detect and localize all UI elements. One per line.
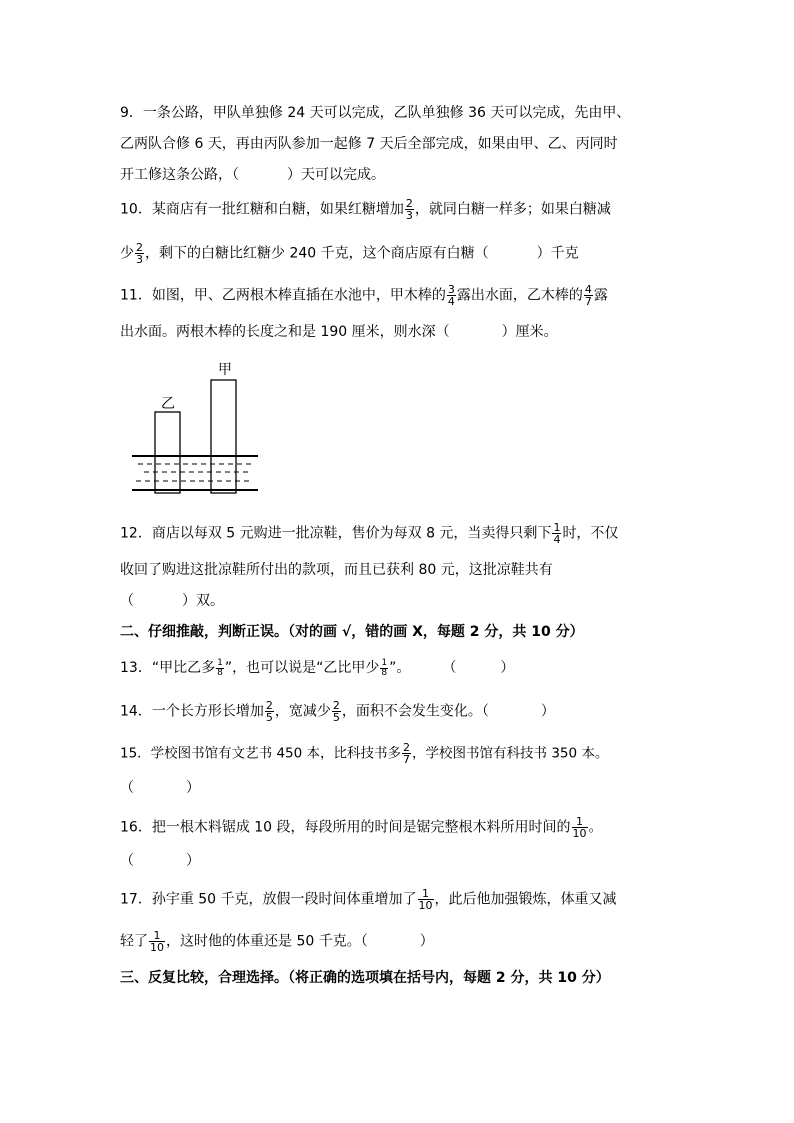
q12-f-den: 4 <box>553 533 561 546</box>
q17-text-a: 17．孙宇重 50 千克，放假一段时间体重增加了 <box>120 891 417 908</box>
q13-f1-num: 1 <box>217 657 223 668</box>
q10-fraction-1 <box>405 198 414 221</box>
q11-text-1a: 11．如图，甲、乙两根木棒直插在水池中，甲木棒的 <box>120 287 446 304</box>
q14-text-d: ） <box>540 703 555 720</box>
q16-line1 <box>120 816 603 839</box>
q13-text-b: ”，也可以说是“乙比甲少 <box>224 660 380 676</box>
q14-fraction-2 <box>332 700 341 723</box>
q17-text-2a: 轻了 <box>120 933 148 950</box>
q10-f1-den: 3 <box>405 209 413 222</box>
q11-f1-den: 4 <box>447 295 455 308</box>
q14-text-c: ，面积不会发生变化。（ <box>341 703 489 720</box>
q12-text-3a: （ <box>120 593 134 609</box>
q11-text-1b: 露出水面，乙木棒的 <box>456 287 583 304</box>
q14-f1-num: 2 <box>265 699 273 712</box>
q12-fraction <box>552 522 561 545</box>
q11-f1-num: 3 <box>447 283 455 296</box>
q13-paren-open: （ <box>442 660 457 676</box>
q15-line2 <box>120 778 200 798</box>
q9-text-3b: ）天可以完成。 <box>287 167 385 183</box>
q10-text-2c: ）千克 <box>536 245 579 262</box>
q14-text-a: 14．一个长方形长增加 <box>120 703 264 720</box>
q9-line1 <box>120 103 630 123</box>
q12-line2 <box>120 560 553 580</box>
q14-f1-den: 5 <box>265 711 273 724</box>
q11-line1 <box>120 284 608 307</box>
q16-paren-close: ） <box>186 853 200 869</box>
q13-text-a: 13．“甲比乙多 <box>120 660 216 676</box>
q10-f1-num: 2 <box>405 197 413 210</box>
q10-line1 <box>120 198 611 221</box>
q11-f2-num: 4 <box>584 283 592 296</box>
q17-f2-num: 1 <box>149 930 165 942</box>
q11-text-1c: 露 <box>593 287 608 304</box>
q16-fraction <box>572 816 588 839</box>
q11-fraction-2 <box>584 284 593 307</box>
q10-text-1a: 10．某商店有一批红糖和白糖，如果红糖增加 <box>120 201 404 218</box>
q17-fraction-1 <box>418 888 434 911</box>
q14-f2-num: 2 <box>332 699 340 712</box>
q12-text-1a: 12．商店以每双 5 元购进一批凉鞋，售价为每双 8 元，当卖得只剩下 <box>120 525 552 542</box>
q16-f-num: 1 <box>572 816 588 828</box>
q9-text-1: 9．一条公路，甲队单独修 24 天可以完成，乙队单独修 36 天可以完成，先由甲、 <box>120 105 631 121</box>
q13-f2-num: 1 <box>381 657 388 668</box>
q17-f2-den: 10 <box>150 941 164 954</box>
q9-text-2: 乙两队合修 6 天，再由丙队参加一起修 7 天后全部完成，如果由甲、乙、丙同时 <box>120 136 618 152</box>
q11-text-2b: ）厘米。 <box>501 324 558 340</box>
section-3-text: 三、反复比较，合理选择。（将正确的选项填在括号内，每题 2 分，共 10 分） <box>120 970 610 986</box>
q9-line3 <box>120 165 385 185</box>
q11-line2 <box>120 322 558 342</box>
q15-paren-open: （ <box>120 780 134 796</box>
q16-f-den: 10 <box>572 827 587 840</box>
stick-pond-figure <box>128 355 268 500</box>
section-2-heading <box>120 622 584 642</box>
q10-f2-num: 2 <box>136 241 143 254</box>
q16-line2 <box>120 851 200 871</box>
q12-line3 <box>120 591 224 611</box>
q17-f1-num: 1 <box>418 888 434 900</box>
q9-line2 <box>120 134 618 154</box>
q17-text-2c: ） <box>419 933 434 950</box>
q12-f-num: 1 <box>553 521 561 534</box>
q15-paren-close: ） <box>186 780 200 796</box>
q10-text-1b: ，就同白糖一样多；如果白糖减 <box>414 201 611 218</box>
q12-text-2: 收回了购进这批凉鞋所付出的款项，而且已获利 80 元，这批凉鞋共有 <box>120 562 553 578</box>
q13-text-c: ”。 <box>389 660 411 676</box>
q15-f-num: 2 <box>403 741 411 754</box>
q11-fraction-1 <box>447 284 456 307</box>
q15-f-den: 7 <box>403 753 411 766</box>
q16-text-a: 16．把一根木料锯成 10 段，每段所用的时间是锯完整根木料所用时间的 <box>120 819 571 836</box>
q10-text-2b: ，剩下的白糖比红糖少 240 千克，这个商店原有白糖（ <box>145 245 489 262</box>
q14-line <box>120 700 555 723</box>
q12-line1 <box>120 522 618 545</box>
q9-text-3a: 开工修这条公路，（ <box>120 167 239 183</box>
q12-text-3b: ）双。 <box>182 593 224 609</box>
q10-line2 <box>120 242 579 265</box>
q13-f2-den: 8 <box>381 667 388 678</box>
q15-text-a: 15．学校图书馆有文艺书 450 本，比科技书多 <box>120 745 402 762</box>
q10-fraction-2 <box>135 242 144 265</box>
q17-line2 <box>120 930 434 953</box>
section-2-text: 二、仔细推敲，判断正误。（对的画 √，错的画 X，每题 2 分，共 10 分） <box>120 624 584 640</box>
q15-text-b: ，学校图书馆有科技书 350 本。 <box>412 745 609 762</box>
q13-line <box>120 658 514 678</box>
stick-yi-label: 乙 <box>161 396 175 412</box>
q13-paren-close: ） <box>500 660 515 676</box>
q17-fraction-2 <box>149 930 165 953</box>
q17-line1 <box>120 888 617 911</box>
section-3-heading <box>120 968 610 988</box>
q11-f2-den: 7 <box>584 295 592 308</box>
q14-text-b: ，宽减少 <box>274 703 331 720</box>
q13-f1-den: 8 <box>217 667 223 678</box>
q11-text-2a: 出水面。两根木棒的长度之和是 190 厘米，则水深（ <box>120 324 450 340</box>
stick-jia-label: 甲 <box>218 362 232 378</box>
q12-text-1b: 时，不仅 <box>562 525 619 542</box>
q15-fraction <box>402 742 411 765</box>
q13-fraction-2 <box>380 659 388 678</box>
stick-jia <box>211 380 236 493</box>
q13-fraction-1 <box>216 659 224 678</box>
q14-fraction-1 <box>265 700 274 723</box>
q14-f2-den: 5 <box>332 711 340 724</box>
q15-line1 <box>120 742 608 765</box>
q16-paren-open: （ <box>120 853 134 869</box>
q16-text-b: 。 <box>588 819 603 836</box>
q17-f1-den: 10 <box>418 899 433 912</box>
q10-text-2a: 少 <box>120 245 134 262</box>
q17-text-2b: ，这时他的体重还是 50 千克。（ <box>166 933 368 950</box>
q10-f2-den: 3 <box>136 253 143 266</box>
q17-text-b: ，此后他加强锻炼，体重又减 <box>434 891 617 908</box>
